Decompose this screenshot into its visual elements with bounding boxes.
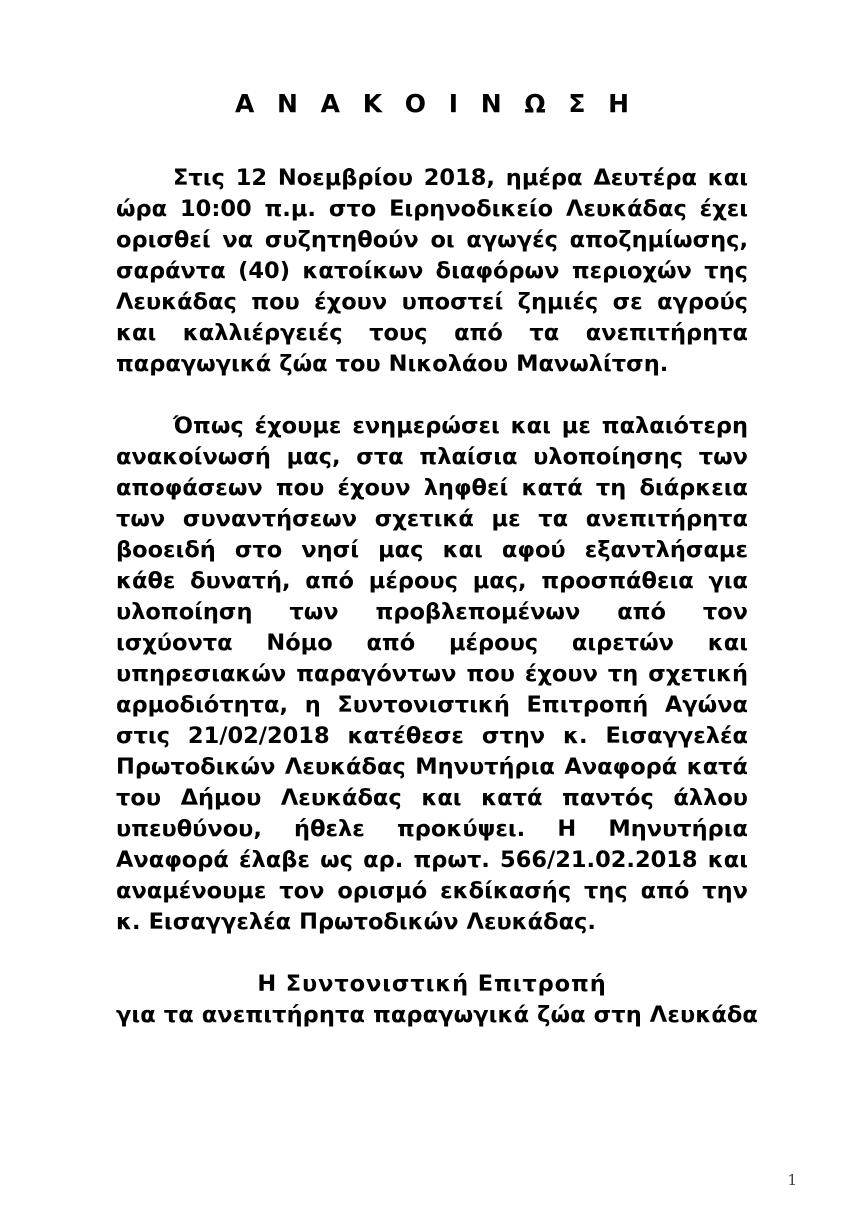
paragraph-complaint-status: Όπως έχουμε ενημερώσει και με παλαιότερη ανακοίνωσή μας, στα πλαίσια υλοποίησης των αποφάσεων που έχουν ληφθεί κατά τη διάρκεια των συναντήσεων σχετικά με τα ανεπιτήρητα βοοειδή στο νησί μας και αφού εξαντλήσαμε κάθε δυνατή, από μέρους μας, προσπάθεια για υλοποίηση των προβλεπομένων από τον ισχύοντα Νόμο από μέρους αιρετών και υπηρεσιακών παραγόντων που έχουν τη σχετική αρμοδιότητα, η Συντονιστική Επιτροπή Αγώνα στις 21/02/2018 κατέθεσε στην κ. Εισαγγελέα Πρωτοδικών Λευκάδας Μηνυτήρια Αναφορά κατά του Δήμου Λευκάδας και κατά παντός άλλου υπευθύνου, ήθελε προκύψει. Η Μηνυτήρια Αναφορά έλαβε ως αρ. πρωτ. 566/21.02.2018 και αναμένουμε τον ορισμό εκδίκασής της από την κ. Εισαγγελέα Πρωτοδικών Λευκάδας.	[116, 413, 748, 936]
signature-committee-subject: για τα ανεπιτήρητα παραγωγικά ζώα στη Λευκάδα	[116, 1002, 758, 1029]
page-number: 1	[787, 1171, 797, 1189]
signature-block	[116, 969, 758, 1031]
document-content	[116, 0, 758, 1031]
paragraph-hearing-notice: Στις 12 Νοεμβρίου 2018, ημέρα Δευτέρα και ώρα 10:00 π.μ. στο Ειρηνοδικείο Λευκάδας έχει ορισθεί να συζητηθούν οι αγωγές αποζημίωσης, σαράντα (40) κατοίκων διαφόρων περιοχών της Λευκάδας που έχουν υποστεί ζημιές σε αγρούς και καλλιέργειές τους από τα ανεπιτήρητα παραγωγικά ζώα του Νικολάου Μανωλίτση.	[116, 165, 748, 378]
signature-committee-name: Η Συντονιστική Επιτροπή	[257, 971, 607, 998]
page-title: Α Ν Α Κ Ο Ι Ν Ω Σ Η	[234, 89, 637, 118]
